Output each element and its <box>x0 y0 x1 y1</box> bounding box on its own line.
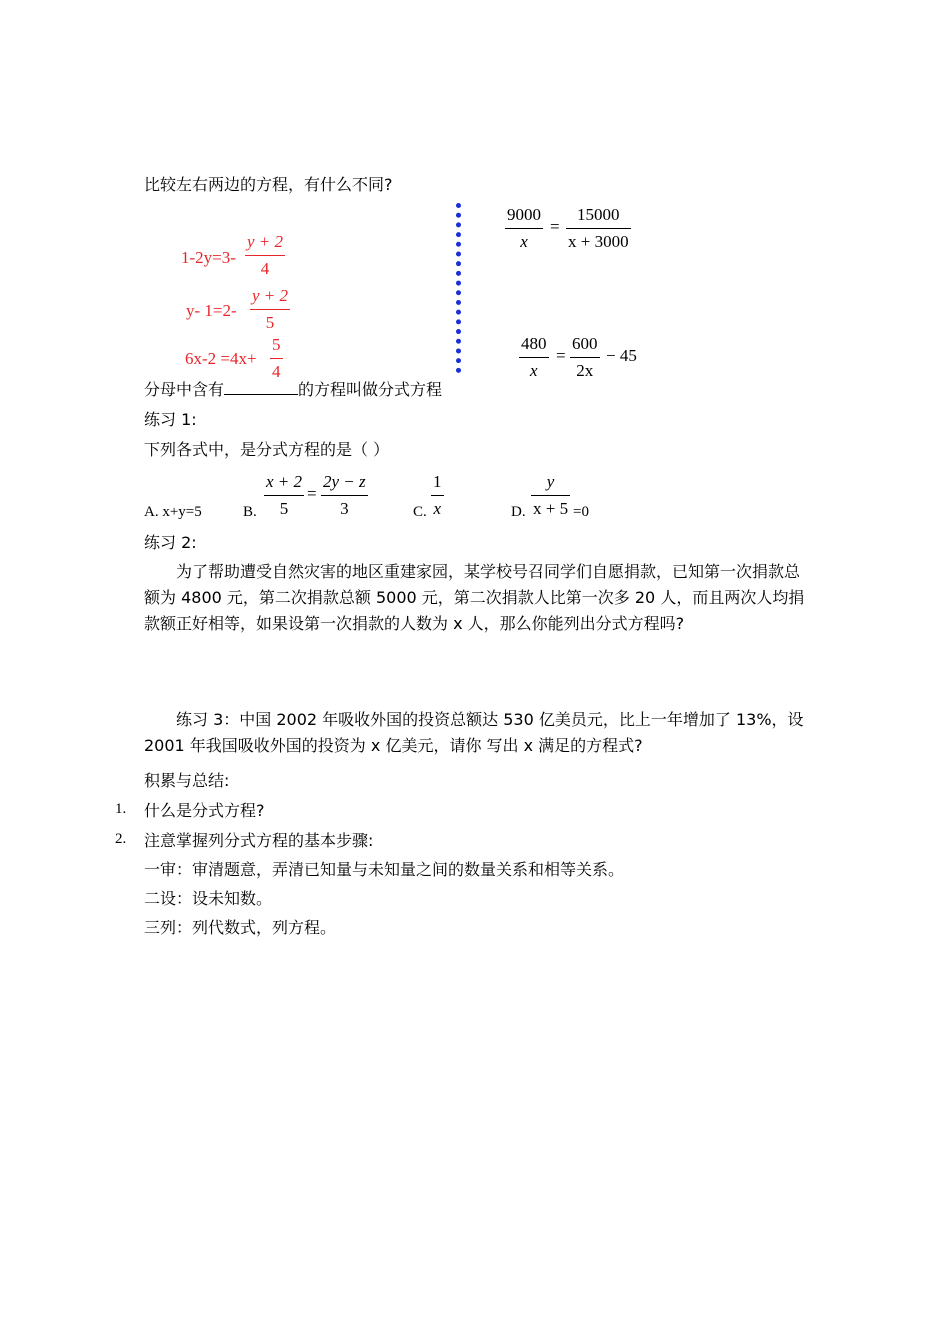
equation-1-fraction <box>245 232 285 279</box>
option-b-rhs-den: 3 <box>340 499 349 518</box>
option-b-lhs <box>264 472 304 519</box>
summary-item-1-num: 1. <box>115 801 127 817</box>
equation-1-numerator: y + 2 <box>247 232 284 251</box>
exercise-1-title: 练习 1: <box>144 410 197 429</box>
right-equation-2-lhs <box>519 334 549 381</box>
equation-2-prefix: y- 1=2- <box>186 301 237 320</box>
definition-blank[interactable] <box>224 380 298 395</box>
intro-question: 比较左右两边的方程，有什么不同? <box>144 175 393 194</box>
step-2: 二设：设未知数。 <box>144 889 273 908</box>
exercise-3-text: 练习 3：中国 2002 年吸收外国的投资总额达 530 亿美员元，比上一年增加了 13%，设 2001 年我国吸收外国的投资为 x 亿美元，请你 写出 x 满足的方程式? <box>144 710 804 755</box>
option-b-lhs-den: 5 <box>279 499 289 518</box>
right-equation-1-rhs-num: 15000 <box>577 205 620 224</box>
right-equation-1-lhs-num: 9000 <box>507 205 541 224</box>
right-equation-2-equals: = <box>556 346 566 365</box>
equation-3-prefix: 6x-2 =4x+ <box>185 349 257 368</box>
exercise-2-text: 为了帮助遭受自然灾害的地区重建家园，某学校号召同学们自愿捐款，已知第一次捐款总额为 4800 元，第二次捐款总额 5000 元，第二次捐款人比第一次多 20 人，而且两次人均捐款额正好相等，如果设第一次捐款的人数为 x 人，那么你能列出分式方程吗? <box>144 562 805 633</box>
step-3: 三列：列代数式，列方程。 <box>144 918 337 937</box>
right-equation-2-rhs-den: 2x <box>576 361 594 380</box>
option-d-fraction <box>531 472 570 519</box>
right-equation-2-lhs-num: 480 <box>521 334 547 353</box>
equation-3-denominator: 4 <box>272 362 281 381</box>
option-c-fraction <box>431 472 444 519</box>
right-equation-2-rhs-num: 600 <box>572 334 598 353</box>
step-1: 一审：审清题意，弄清已知量与未知量之间的数量关系和相等关系。 <box>144 860 625 879</box>
equation-2-fraction <box>250 286 290 333</box>
option-b-lhs-num: x + 2 <box>266 472 303 491</box>
right-equation-1-lhs <box>505 205 543 252</box>
equation-1-denominator: 4 <box>260 259 270 278</box>
option-d-tail: =0 <box>573 504 589 520</box>
definition-after: 的方程叫做分式方程 <box>298 380 443 399</box>
equation-3-fraction <box>270 335 283 382</box>
right-equation-2-tail: − 45 <box>606 346 637 365</box>
equation-1-prefix: 1-2y=3- <box>181 248 236 267</box>
equation-2-numerator: y + 2 <box>252 286 289 305</box>
summary-item-2-text: 注意掌握列分式方程的基本步骤: <box>144 831 374 850</box>
exercise-1-question: 下列各式中，是分式方程的是（ ） <box>144 440 390 459</box>
right-equation-1-rhs <box>566 205 631 252</box>
equation-3-numerator: 5 <box>272 335 281 354</box>
option-d-den: x + 5 <box>533 499 569 518</box>
option-c-num: 1 <box>433 472 442 491</box>
option-b-equals: = <box>307 484 317 503</box>
dotted-divider <box>456 203 461 373</box>
right-equation-1-equals: = <box>550 217 560 236</box>
right-equation-2-rhs <box>570 334 600 381</box>
right-equation-1-lhs-den: x <box>520 232 528 251</box>
definition-before: 分母中含有 <box>144 380 225 399</box>
option-b-label[interactable]: B. <box>243 504 257 520</box>
right-equation-1-rhs-den: x + 3000 <box>568 232 629 251</box>
option-a[interactable]: A. x+y=5 <box>144 504 202 520</box>
option-c-label[interactable]: C. <box>413 504 427 520</box>
option-d-num: y <box>546 472 555 491</box>
option-c-den: x <box>433 499 442 518</box>
equation-2-denominator: 5 <box>265 313 275 332</box>
summary-item-2-num: 2. <box>115 831 127 847</box>
option-b-rhs-num: 2y − z <box>323 472 366 491</box>
summary-item-1-text: 什么是分式方程? <box>144 801 265 820</box>
right-equation-2-lhs-den: x <box>529 361 538 380</box>
option-b-rhs <box>321 472 368 519</box>
summary-title: 积累与总结: <box>144 771 230 790</box>
definition-line <box>144 380 442 400</box>
exercise-2-title: 练习 2: <box>144 533 197 552</box>
option-d-label[interactable]: D. <box>511 504 526 520</box>
